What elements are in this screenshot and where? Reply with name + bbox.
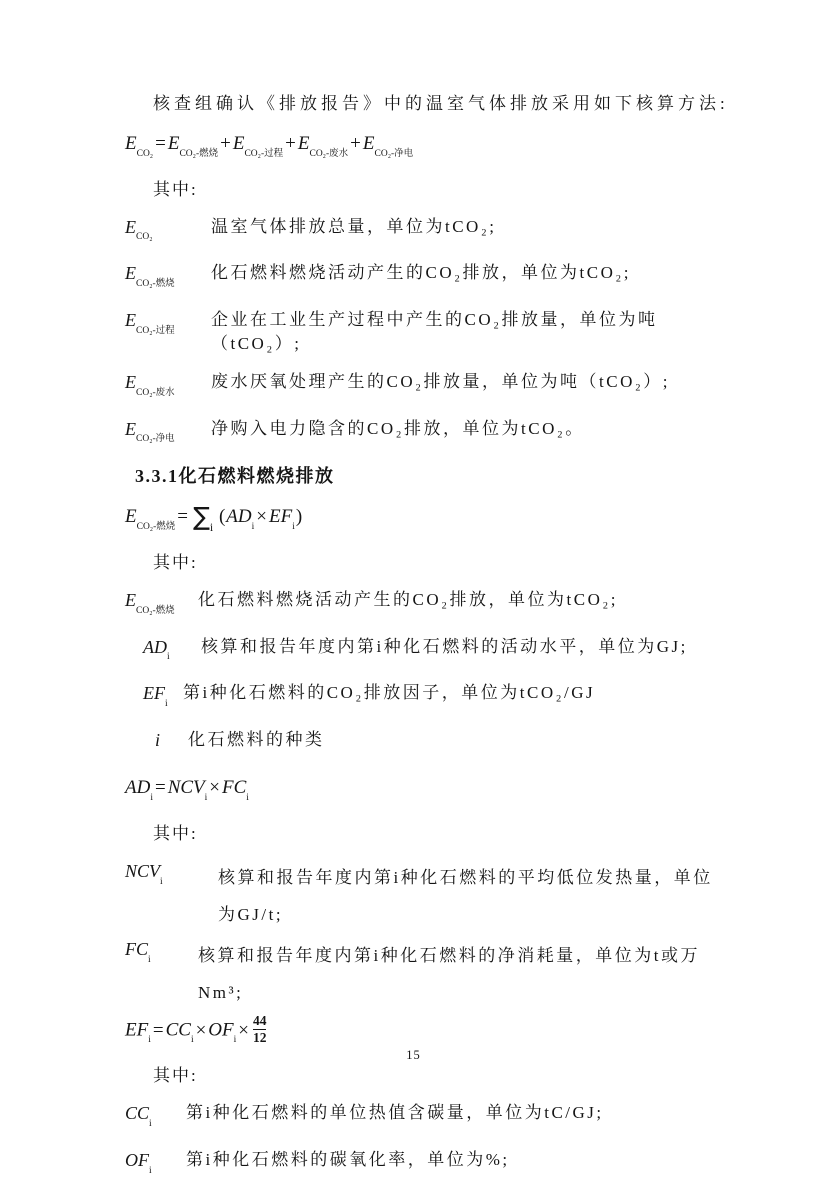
fraction-numerator: 44 xyxy=(252,1013,267,1029)
term-base: EF xyxy=(143,683,165,704)
formula-term-subscript: i xyxy=(251,521,255,532)
term-symbol xyxy=(125,261,211,294)
term-subscript: i xyxy=(167,652,170,663)
formula-lhs: EF xyxy=(125,1019,149,1041)
term-subscript: i xyxy=(149,1118,152,1129)
term-symbol xyxy=(125,588,198,621)
term-base: E xyxy=(125,418,136,439)
definition-row xyxy=(125,728,740,761)
term-symbol xyxy=(125,215,211,248)
formula-term-subscript: i xyxy=(190,1035,194,1046)
term-definition: 化石燃料的种类 xyxy=(188,729,325,749)
term-subscript: CO₂-过程 xyxy=(136,325,175,336)
formula-lhs: AD xyxy=(125,777,151,799)
term-definition: 净购入电力隐含的CO₂排放，单位为tCO₂。 xyxy=(211,418,585,438)
term-subscript: CO₂-净电 xyxy=(136,434,175,445)
definition-row xyxy=(125,417,740,450)
formula-lhs-subscript: CO₂-燃烧 xyxy=(136,521,176,532)
formula-term-subscript: i xyxy=(233,1035,237,1046)
term-definition: 企业在工业生产过程中产生的CO₂排放量，单位为吨（tCO₂）; xyxy=(211,309,658,353)
term-definition: 化石燃料燃烧活动产生的CO₂排放，单位为tCO₂; xyxy=(198,589,619,609)
definition-row xyxy=(125,1148,740,1181)
definition-row xyxy=(125,1101,740,1134)
term-subscript: i xyxy=(149,1165,152,1176)
term-symbol xyxy=(125,859,218,892)
where-label: 其中: xyxy=(153,552,198,572)
term-definition: 第i种化石燃料的CO₂排放因子，单位为tCO₂/GJ xyxy=(183,683,596,703)
times-sign: × xyxy=(209,777,220,799)
activity-formula xyxy=(125,774,740,810)
fraction xyxy=(251,1013,267,1045)
term-symbol xyxy=(125,1148,186,1181)
formula-term: FC xyxy=(222,777,247,799)
term-definition: 核算和报告年度内第i种化石燃料的平均低位发热量，单位为GJ/t; xyxy=(218,868,713,925)
term-symbol xyxy=(125,417,211,450)
term-base: E xyxy=(125,371,136,392)
formula-term: AD xyxy=(226,506,252,528)
term-definition: 温室气体排放总量，单位为tCO₂; xyxy=(211,216,497,236)
formula-term: E xyxy=(362,133,375,154)
term-definition: 核算和报告年度内第i种化石燃料的净消耗量，单位为t或万Nm³; xyxy=(198,946,700,1003)
times-sign: × xyxy=(256,506,267,528)
term-base: AD xyxy=(143,636,167,657)
definition-row xyxy=(125,859,740,933)
formula-term-subscript: i xyxy=(204,793,208,804)
term-subscript: CO₂-燃烧 xyxy=(136,278,175,289)
sigma-subscript: i xyxy=(209,519,214,534)
formula-term-subscript: i xyxy=(246,793,249,804)
emission-factor-formula xyxy=(125,1015,740,1052)
term-definition: 第i种化石燃料的碳氧化率，单位为%; xyxy=(186,1149,510,1169)
term-base: NCV xyxy=(125,861,161,882)
formula-lhs-subscript: i xyxy=(150,793,153,804)
term-definition: 化石燃料燃烧活动产生的CO₂排放，单位为tCO₂; xyxy=(211,263,632,283)
formula-lhs: E xyxy=(125,133,137,154)
term-symbol xyxy=(125,370,211,403)
formula-lhs-subscript: CO₂ xyxy=(136,148,154,159)
term-symbol xyxy=(143,681,183,714)
plus-sign: + xyxy=(350,133,361,154)
equals-sign: = xyxy=(155,133,166,154)
term-base: E xyxy=(125,589,136,610)
term-symbol xyxy=(125,308,211,341)
formula-term-subscript: CO₂-废水 xyxy=(309,148,349,159)
term-subscript: CO₂-燃烧 xyxy=(136,605,175,616)
plus-sign: + xyxy=(285,133,296,154)
where-label: 其中: xyxy=(153,179,198,199)
formula-term-subscript: CO₂-过程 xyxy=(244,148,284,159)
equals-sign: = xyxy=(177,506,189,528)
total-emission-formula xyxy=(125,130,740,166)
term-definition: 废水厌氧处理产生的CO₂排放量，单位为吨（tCO₂）; xyxy=(211,371,671,391)
combustion-formula xyxy=(125,503,740,539)
definition-row xyxy=(125,370,740,403)
term-subscript: i xyxy=(165,698,168,709)
term-symbol xyxy=(143,635,201,668)
formula-term: EF xyxy=(268,506,293,528)
formula-term: CC xyxy=(165,1019,191,1041)
term-base: i xyxy=(155,729,161,750)
term-subscript: CO₂-废水 xyxy=(136,387,175,398)
term-subscript: i xyxy=(160,876,163,887)
term-base: E xyxy=(125,309,136,330)
fraction-denominator: 12 xyxy=(252,1029,267,1045)
close-paren: ) xyxy=(295,506,303,528)
term-base: FC xyxy=(125,939,149,960)
open-paren: ( xyxy=(218,506,226,528)
formula-term-subscript: i xyxy=(292,521,295,532)
term-symbol xyxy=(125,1101,186,1134)
term-base: E xyxy=(125,216,136,237)
formula-term: E xyxy=(167,133,180,154)
definition-row xyxy=(125,937,740,1011)
formula-term-subscript: CO₂-燃烧 xyxy=(179,148,219,159)
formula-term: OF xyxy=(208,1019,234,1041)
times-sign: × xyxy=(195,1019,207,1041)
page-number: 15 xyxy=(406,1048,421,1062)
term-symbol xyxy=(155,728,188,761)
sigma-icon: ∑ xyxy=(193,502,210,532)
formula-term: E xyxy=(297,133,310,154)
formula-term: NCV xyxy=(167,777,205,799)
term-base: E xyxy=(125,263,136,284)
formula-term: E xyxy=(232,133,245,154)
term-subscript: i xyxy=(148,954,151,965)
definition-row xyxy=(125,635,740,668)
term-base: CC xyxy=(125,1103,150,1124)
times-sign: × xyxy=(238,1019,249,1041)
term-definition: 第i种化石燃料的单位热值含碳量，单位为tC/GJ; xyxy=(186,1103,604,1123)
term-definition: 核算和报告年度内第i种化石燃料的活动水平，单位为GJ; xyxy=(201,636,688,656)
definition-row xyxy=(125,261,740,294)
equals-sign: = xyxy=(154,777,166,799)
intro-paragraph: 核查组确认《排放报告》中的温室气体排放采用如下核算方法: xyxy=(153,94,729,113)
where-label: 其中: xyxy=(153,1066,198,1086)
formula-lhs: E xyxy=(125,506,137,528)
definition-row xyxy=(125,215,740,248)
formula-term-subscript: CO₂-净电 xyxy=(374,148,414,159)
term-subscript: CO₂ xyxy=(136,232,153,243)
term-symbol xyxy=(125,937,198,970)
plus-sign: + xyxy=(220,133,231,154)
formula-lhs-subscript: i xyxy=(148,1035,151,1046)
term-base: OF xyxy=(125,1149,149,1170)
definition-row xyxy=(125,588,740,621)
where-label: 其中: xyxy=(153,824,198,844)
section-heading: 3.3.1化石燃料燃烧排放 xyxy=(135,466,335,487)
definition-row xyxy=(125,681,740,714)
equals-sign: = xyxy=(152,1019,164,1041)
definition-row xyxy=(125,308,740,356)
